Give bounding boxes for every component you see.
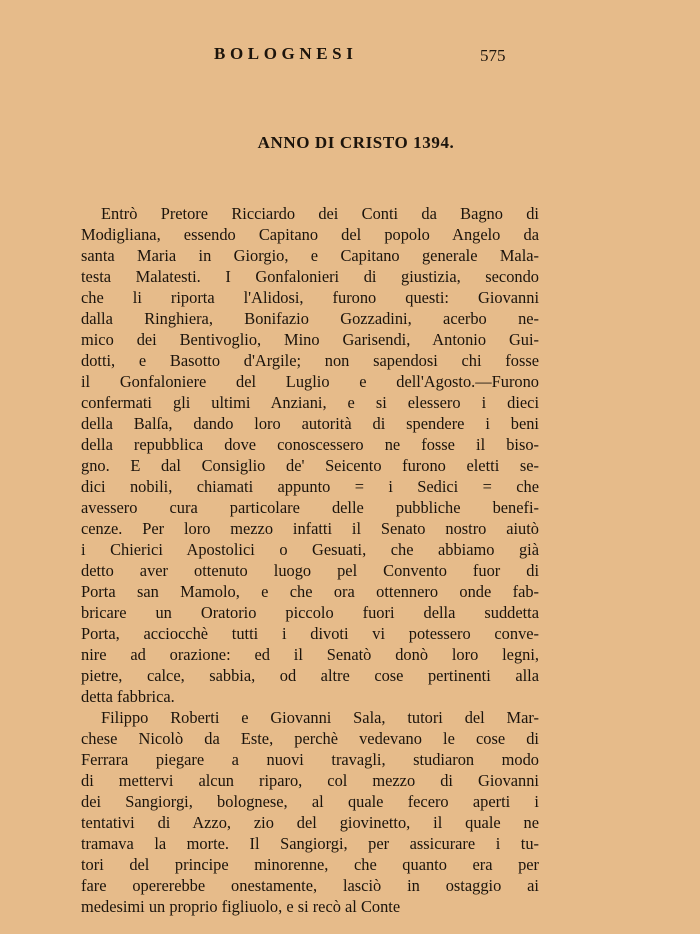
text-line: Filippo Roberti e Giovanni Sala, tutori del Mar- <box>101 708 539 727</box>
text-line: tramava la morte. Il Sangiorgi, per assicurare i tu- <box>81 834 539 853</box>
text-line: medesimi un proprio figliuolo, e si recò al Conte <box>81 897 401 916</box>
text-line: che li riporta l'Alidosi, furono questi: Giovanni <box>81 288 539 307</box>
text-line: santa Maria in Giorgio, e Capitano generale Mala- <box>81 246 539 265</box>
text-line: di mettervi alcun riparo, col mezzo di Giovanni <box>81 771 539 790</box>
text-line: avessero cura particolare delle pubbliche benefi- <box>81 498 539 517</box>
text-line: dici nobili, chiamati appunto = i Sedici = che <box>81 477 539 496</box>
text-line: dalla Ringhiera, Bonifazio Gozzadini, acerbo ne- <box>81 309 539 328</box>
text-line: nire ad orazione: ed il Senatò donò loro legni, <box>81 645 539 664</box>
text-line: i Chierici Apostolici o Gesuati, che abbiamo già <box>81 540 539 559</box>
text-line: pietre, calce, sabbia, od altre cose pertinenti alla <box>81 666 539 685</box>
text-line: della Balſa, dando loro autorità di spendere i beni <box>81 414 539 433</box>
paragraph <box>81 203 539 707</box>
text-line: Porta san Mamolo, e che ora ottennero onde fab- <box>81 582 539 601</box>
paragraph <box>81 707 539 917</box>
text-line: Ferrara piegare a nuovi travagli, studiaron modo <box>81 750 539 769</box>
text-line: dei Sangiorgi, bolognese, al quale fecero aperti i <box>81 792 539 811</box>
text-line: Modigliana, essendo Capitano del popolo Angelo da <box>81 225 539 244</box>
body-text <box>81 203 539 917</box>
page-number: 575 <box>480 46 506 65</box>
text-line: cenze. Per loro mezzo infatti il Senato nostro aiutò <box>81 519 539 538</box>
text-line: testa Malatesti. I Gonfalonieri di giustizia, secondo <box>81 267 539 286</box>
text-line: detto aver ottenuto luogo pel Convento fuor di <box>81 561 539 580</box>
text-line: bricare un Oratorio piccolo fuori della suddetta <box>81 603 539 622</box>
running-title: BOLOGNESI <box>214 44 358 63</box>
text-line: confermati gli ultimi Anziani, e si elessero i dieci <box>81 393 539 412</box>
text-line: mico dei Bentivoglio, Mino Garisendi, Antonio Gui- <box>81 330 539 349</box>
text-line: della repubblica dove conoscessero ne fosse il biso- <box>81 435 539 454</box>
text-line: tori del principe minorenne, che quanto era per <box>81 855 539 874</box>
text-line: Porta, acciocchè tutti i divoti vi potessero conve- <box>81 624 539 643</box>
text-line: chese Nicolò da Este, perchè vedevano le cose di <box>81 729 539 748</box>
text-line: il Gonfaloniere del Luglio e dell'Agosto.—Furono <box>81 372 539 391</box>
text-line: detta fabbrica. <box>81 687 175 706</box>
text-line: tentativi di Azzo, zio del giovinetto, il quale ne <box>81 813 539 832</box>
text-line: fare opererebbe onestamente, lasciò in ostaggio ai <box>81 876 539 895</box>
text-line: dotti, e Basotto d'Argile; non sapendosi chi fosse <box>81 351 539 370</box>
running-head <box>0 44 700 70</box>
text-line: gno. E dal Consiglio de' Seicento furono eletti se- <box>81 456 539 475</box>
section-heading: ANNO DI CRISTO 1394. <box>257 133 455 152</box>
text-line: Entrò Pretore Ricciardo dei Conti da Bagno di <box>101 204 539 223</box>
